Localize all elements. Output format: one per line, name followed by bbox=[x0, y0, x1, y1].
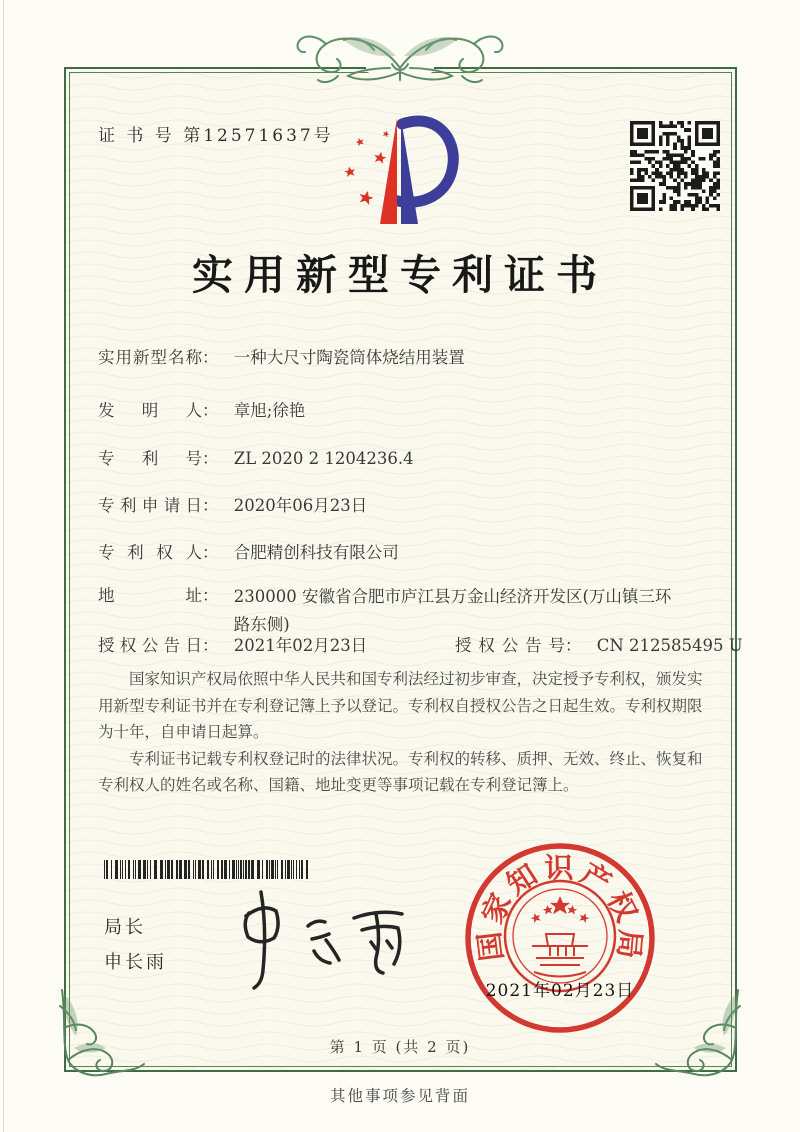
legal-paragraph-2: 专利证书记载专利权登记时的法律状况。专利权的转移、质押、无效、终止、恢复和专利权人的姓名或名称、国籍、地址变更等事项记载在专利登记簿上。 bbox=[98, 749, 703, 794]
field-value: 合肥精创科技有限公司 bbox=[233, 543, 399, 562]
field-row-address bbox=[98, 583, 718, 639]
field-colon: ： bbox=[202, 496, 219, 515]
document-title: 实用新型专利证书 bbox=[192, 251, 608, 299]
field-colon: ： bbox=[202, 401, 219, 420]
field-label: 授权公告号 bbox=[455, 636, 565, 655]
field-colon: ： bbox=[202, 636, 219, 655]
field-row-inventor bbox=[98, 398, 718, 424]
field-value: 2020年06月23日 bbox=[233, 496, 368, 515]
field-row-grant bbox=[98, 633, 743, 659]
field-row-utility-model-name bbox=[98, 345, 718, 371]
cnipa-seal-icon bbox=[462, 840, 658, 1036]
field-label: 专利申请日 bbox=[98, 496, 202, 515]
certificate-number: 证 书 号 第12571637号 bbox=[98, 126, 334, 146]
field-value: 一种大尺寸陶瓷筒体烧结用装置 bbox=[233, 348, 465, 367]
back-side-note: 其他事项参见背面 bbox=[329, 1087, 470, 1105]
cnipa-logo-icon bbox=[336, 110, 470, 234]
handwritten-signature-icon bbox=[216, 884, 416, 996]
field-colon: ： bbox=[202, 449, 219, 468]
field-colon: ： bbox=[202, 586, 219, 605]
grant-number-pair bbox=[455, 633, 743, 659]
national-emblem-icon bbox=[505, 881, 615, 991]
svg-text:知: 知 bbox=[500, 857, 544, 902]
commissioner-name: 申长雨 bbox=[104, 952, 167, 972]
seal-date: 2021年02月23日 bbox=[485, 981, 635, 1001]
svg-text:局: 局 bbox=[611, 928, 648, 961]
field-value: 230000 安徽省合肥市庐江县万金山经济开发区(万山镇三环路东侧) bbox=[233, 587, 672, 634]
commissioner-title: 局长 bbox=[104, 917, 146, 937]
field-colon: ： bbox=[202, 348, 219, 367]
field-label: 专利号 bbox=[98, 449, 202, 468]
field-label: 地址 bbox=[98, 586, 202, 605]
barcode-icon bbox=[104, 860, 310, 879]
svg-text:国: 国 bbox=[471, 930, 510, 963]
qr-code-icon bbox=[630, 121, 720, 211]
field-label: 发明人 bbox=[98, 401, 202, 420]
field-value: ZL 2020 2 1204236.4 bbox=[233, 449, 414, 468]
svg-text:家: 家 bbox=[475, 888, 519, 929]
svg-text:产: 产 bbox=[574, 855, 618, 901]
field-label: 授权公告日 bbox=[98, 636, 202, 655]
field-label: 专利权人 bbox=[98, 543, 202, 562]
legal-paragraph-1: 国家知识产权局依照中华人民共和国专利法经过初步审查，决定授予专利权，颁发实用新型专利证书并在专利登记簿上予以登记。专利权自授权公告之日起生效。专利权期限为十年，自申请日起算。 bbox=[98, 670, 703, 741]
legal-body-text bbox=[98, 666, 710, 799]
svg-text:识: 识 bbox=[543, 850, 574, 886]
field-label: 实用新型名称 bbox=[98, 348, 202, 367]
grant-number-value: CN 212585495 U bbox=[596, 636, 743, 655]
page-number: 第 1 页 (共 2 页) bbox=[329, 1038, 471, 1056]
field-row-filing-date bbox=[98, 493, 718, 519]
field-row-patentee bbox=[98, 540, 718, 566]
field-value: 章旭;徐艳 bbox=[233, 401, 306, 420]
field-colon: ： bbox=[202, 543, 219, 562]
field-row-patent-number bbox=[98, 446, 718, 472]
field-colon: ： bbox=[565, 636, 582, 655]
svg-text:权: 权 bbox=[600, 885, 645, 927]
grant-date-value: 2021年02月23日 bbox=[233, 636, 368, 655]
